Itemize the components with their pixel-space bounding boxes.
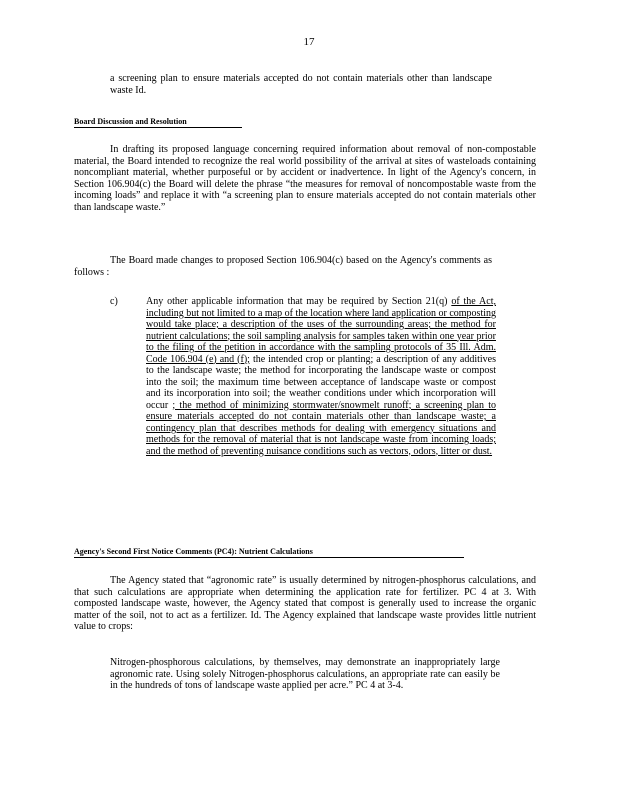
paragraph-board-changes: The Board made changes to proposed Section 106.904(c) based on the Agency's comments as follows : [74, 255, 492, 278]
item-c-plain-mid: the intended crop or planting; a description of any additives to the landscape waste; the method for incorporating the landscape waste or compost into the soil; the maximum time between acceptance of landscape waste or compost and its incorporation into soil; the weather conditions under which incorporation will occur [146, 353, 497, 411]
item-c-underlined-1: of the Act, including but not limited to a map of the location where land application or composting would take place; a description of the uses of the surrounding areas; the method for nutrient calculations; the soil sampling analysis for samples taken within one year prior to the filing of the petition in accordance with the sampling protocols of 35 Ill. Adm. Code 106.904 (e) and (f); [146, 296, 496, 365]
item-c-underlined-2: ; the method of minimizing stormwater/snowmelt runoff; a screening plan to ensure materials accepted do not contain materials other than landscape waste; a contingency plan that describes methods for dealing with emergency situations and methods for the removal of material that is not landscape waste from incoming loads; and the method of preventing nuisance conditions such as vectors, odors, litter or dust. [146, 399, 496, 457]
page-number: 17 [303, 36, 315, 48]
paragraph-agency-nutrient: The Agency stated that “agronomic rate” is usually determined by nitrogen-phosphorus calculations, and that such calculations are appropriate when determining the application rate for fertilizer. PC 4 at 3. With composted landscape waste, however, the Agency stated that compost is generally used to increase the organic matter of the soil, not to act as a fertilizer. Id. The Agency explained that landscape waste provides little nutrient value to crops: [74, 575, 536, 632]
section-heading-agency-comments: Agency's Second First Notice Comments (PC4): Nutrient Calculations [74, 547, 464, 558]
section-heading-board-discussion: Board Discussion and Resolution [74, 117, 242, 128]
block-quote: Nitrogen-phosphorous calculations, by themselves, may demonstrate an inappropriately large agronomic rate. Using solely Nitrogen-phosphorus calculations, an appropriate rate can easily be in the hundreds of tons of landscape waste applied per acre.” PC 4 at 3-4. [110, 657, 500, 691]
paragraph-board-drafting: In drafting its proposed language concerning required information about removal of non-compostable material, the Board intended to recognize the real world possibility of the arrival at sites of wasteloads containing noncompliant material, whether purposeful or by accident or inadvertence. In light of the Agency's concern, in Section 106.904(c) the Board will delete the phrase “the measures for removal of noncompostable waste from the incoming loads” and replace it with “a screening plan to ensure materials accepted do not contain materials other than landscape waste.” [74, 144, 536, 213]
paragraph-continuation: a screening plan to ensure materials accepted do not contain materials other than landscape waste Id. [110, 73, 492, 96]
list-item-c-text [146, 296, 496, 457]
item-c-plain-start: Any other applicable information that may be required by Section 21(q) [146, 296, 452, 307]
list-marker-c: c) [110, 296, 118, 307]
